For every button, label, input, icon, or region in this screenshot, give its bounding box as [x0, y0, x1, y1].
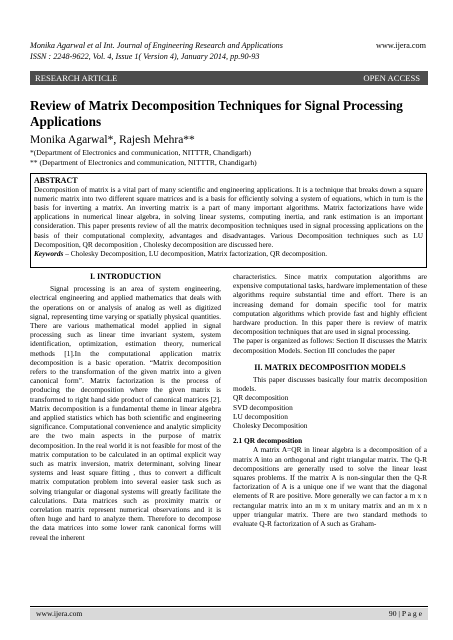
list-item: SVD decomposition — [233, 402, 293, 412]
affiliation-2: ** (Department of Electronics and communication, NITTTR, Chandigarh) — [30, 158, 257, 167]
research-article-label: RESEARCH ARTICLE — [35, 73, 118, 83]
right-column — [233, 272, 427, 528]
paper-title: Review of Matrix Decomposition Techniques for Signal Processing Applications — [30, 98, 403, 129]
qr-paragraph: A matrix A=QR in linear algebra is a decomposition of a matrix A into an orthogonal and right triangular matrix. The Q-R decompositions are generally used to solve the linear least squares problems. If the matrix A is non-singular then the Q-R factorization of A is a unique one if we want that the diagonal elements of R are positive. More generally we can factor a m x n rectangular matrix into an m x m unitary matrix and an m x n upper triangular matrix. There are two standard methods to evaluate Q-R factorization of A such as Graham- — [233, 445, 427, 529]
models-list — [233, 393, 427, 430]
keywords — [34, 249, 423, 258]
footer-divider — [30, 606, 428, 607]
page-number: 90 | P a g e — [388, 609, 422, 618]
section-heading-introduction: I. INTRODUCTION — [89, 272, 162, 281]
journal-website[interactable]: www.ijera.com — [376, 41, 426, 50]
journal-issn: ISSN : 2248-9622, Vol. 4, Issue 1( Version 4), January 2014, pp.90-93 — [30, 52, 260, 61]
keywords-text: – Cholesky Decomposition, LU decomposition, Matrix factorization, QR decomposition. — [63, 248, 328, 258]
section-heading-models: II. MATRIX DECOMPOSITION MODELS — [254, 362, 406, 372]
list-item: Cholesky Decomposition — [233, 421, 308, 431]
models-intro: This paper discusses basically four matrix decomposition models. — [233, 375, 427, 394]
open-access-label: OPEN ACCESS — [363, 73, 420, 83]
list-item: QR decomposition — [233, 393, 289, 403]
organization-paragraph: The paper is organized as follows: Section II discusses the Matrix decomposition Models. Section III concludes the paper — [233, 336, 427, 355]
affiliation-1: *(Department of Electronics and communication, NITTTR, Chandigarh) — [30, 148, 251, 157]
subsection-heading-qr: 2.1 QR decomposition — [233, 436, 303, 446]
intro-continuation: characteristics. Since matrix computation algorithms are expensive computational tasks, hardware implementation of these algorithms require substantial time and effort. There is an increasing demand for domain specific tool for matrix computation algorithms which provide fast and highly efficient hardware production. In this paper there is review of matrix decomposition techniques that are used in signal processing. — [233, 272, 427, 337]
journal-header — [30, 40, 426, 62]
keywords-label: Keywords — [34, 248, 64, 258]
footer-website[interactable]: www.ijera.com — [36, 609, 83, 618]
page-footer — [30, 608, 428, 620]
article-type-band — [30, 71, 428, 85]
abstract-heading: ABSTRACT — [34, 176, 78, 185]
journal-citation: Monika Agarwal et al Int. Journal of Engineering Research and Applications — [30, 41, 283, 50]
paper-authors: Monika Agarwal*, Rajesh Mehra** — [30, 134, 195, 146]
abstract-box — [30, 173, 427, 268]
left-column — [30, 272, 221, 542]
intro-paragraph: Signal processing is an area of system engineering, electrical engineering and applied mathematics that deals with the operations on or analysis of analog as well as digitized signal, representing time varying or spatially physical quantities. There are various mathematical model applied in signal processing such as linear time invariant system, system identification, optimization, estimation theory, numerical methods [1].In the computational application matrix decomposition is a basic operation. “Matrix decomposition refers to the transformation of the given matrix into a given canonical form”. Matrix factorization is the process of producing the decomposition where the given matrix is transformed to right hand side product of canonical matrices [2]. Matrix decomposition is a fundamental theme in linear algebra and applied statistics which has both scientific and engineering significance. Computational convenience and analytic simplicity are the two main aspects in the purpose of matrix decomposition. In the real world it is not feasible for most of the matrix computation to be calculated in an optimal explicit way such as matrix inversion, matrix determinant, solving linear systems and least square fitting , thus to convert a difficult matrix computation problem into several easier task such as solving triangular or diagonal systems will greatly facilitate the calculations. Data matrices such as proximity matrix or correlation matrix represent numerical observations and it is often huge and hard to analyze them. Therefore to decompose the data matrices into some lower rank canonical forms will reveal the inherent — [30, 284, 221, 542]
abstract-text: Decomposition of matrix is a vital part of many scientific and engineering applications. It is a technique that breaks down a square numeric matrix into two different square matrices and is a basis for efficiently solving a system of equations, which in turn is the basis for inverting a matrix. An inverting matrix is a part of many important algorithms. Matrix factorizations have wide applications in numerical linear algebra, in solving linear systems, computing inertia, and rank estimation is an important consideration. This paper presents review of all the matrix decomposition techniques used in signal processing applications on the basis of their computational complexity, advantages and disadvantages. Various Decomposition techniques such as LU Decomposition, QR decomposition , Cholesky decomposition are discussed here. — [34, 185, 423, 249]
affiliations — [30, 148, 257, 168]
list-item: LU decomposition — [233, 411, 288, 421]
